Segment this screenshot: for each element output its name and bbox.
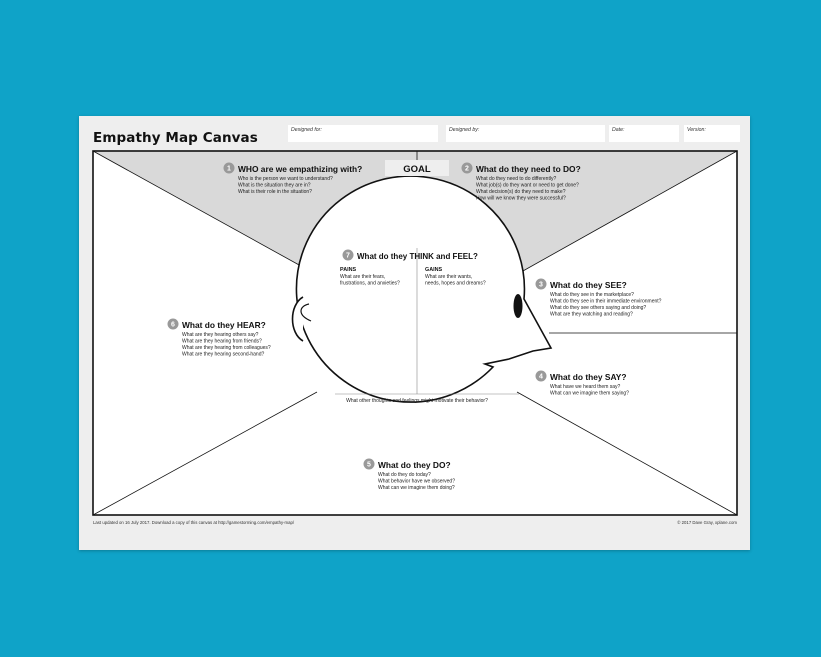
say-heading: What do they SAY? — [550, 372, 627, 382]
see-line-1: What do they see in the marketplace? — [550, 292, 634, 298]
do-need-line-4: How will we know they were successful? — [476, 195, 566, 202]
say-line-2: What can we imagine them saying? — [550, 390, 629, 397]
section-do-need — [462, 163, 581, 202]
badge-3-number: 3 — [539, 281, 543, 289]
section-say — [536, 371, 630, 397]
think-feel-heading: What do they THINK and FEEL? — [357, 252, 478, 261]
do-line-3: What can we imagine them doing? — [378, 485, 455, 491]
who-line-3: What is their role in the situation? — [238, 189, 312, 195]
badge-7-number: 7 — [346, 252, 350, 260]
badge-1-number: 1 — [227, 165, 231, 173]
designed-by-label: Designed by: — [449, 127, 480, 133]
hear-line-4: What are they hearing second-hand? — [182, 351, 265, 358]
footer-copyright: © 2017 Dave Gray, xplane.com — [677, 520, 737, 525]
gains-line-2: needs, hopes and dreams? — [425, 280, 486, 287]
do-need-line-2: What job(s) do they want or need to get done? — [476, 182, 579, 189]
section-hear — [168, 319, 271, 358]
gains-line-1: What are their wants, — [425, 274, 473, 280]
date-label: Date: — [612, 127, 625, 133]
hear-line-2: What are they hearing from friends? — [182, 338, 262, 345]
pains-line-1: What are their fears, — [340, 274, 386, 280]
do-need-line-1: What do they need to do differently? — [476, 176, 557, 182]
see-line-4: What are they watching and reading? — [550, 311, 633, 318]
who-line-1: Who is the person we want to understand? — [238, 176, 333, 182]
do-need-line-3: What decision(s) do they need to make? — [476, 189, 566, 195]
say-line-1: What have we heard them say? — [550, 384, 621, 390]
badge-4-number: 4 — [539, 373, 543, 381]
designed-for-label: Designed for: — [291, 127, 322, 133]
gains-title: GAINS — [425, 267, 443, 273]
see-line-3: What do they see others saying and doing? — [550, 305, 647, 311]
do-line-1: What do they do today? — [378, 472, 431, 478]
badge-2-number: 2 — [465, 165, 469, 173]
footer-download-note: Last updated on 16 July 2017. Download a copy of this canvas at http://gamestorming.com/empathy-map/ — [93, 520, 295, 525]
other-thoughts-question: What other thoughts and feelings might motivate their behavior? — [346, 398, 488, 404]
badge-5-number: 5 — [367, 461, 371, 469]
hear-line-1: What are they hearing others say? — [182, 332, 259, 338]
see-heading: What do they SEE? — [550, 280, 627, 290]
badge-6-number: 6 — [171, 321, 175, 329]
pains-line-2: frustrations, and anxieties? — [340, 280, 400, 287]
empathy-map-diagram — [79, 116, 750, 550]
see-line-2: What do they see in their immediate environment? — [550, 298, 662, 305]
eye-icon — [514, 294, 523, 318]
goal-label: GOAL — [403, 164, 431, 175]
do-need-heading: What do they need to DO? — [476, 164, 581, 174]
hear-heading: What do they HEAR? — [182, 320, 266, 330]
do-line-2: What behavior have we observed? — [378, 478, 455, 485]
do-heading: What do they DO? — [378, 460, 451, 470]
version-label: Version: — [687, 127, 706, 133]
who-line-2: What is the situation they are in? — [238, 182, 311, 189]
canvas-title: Empathy Map Canvas — [93, 130, 258, 146]
pains-title: PAINS — [340, 267, 357, 273]
who-heading: WHO are we empathizing with? — [238, 164, 363, 174]
canvas-sheet — [79, 116, 750, 550]
hear-line-3: What are they hearing from colleagues? — [182, 345, 271, 351]
